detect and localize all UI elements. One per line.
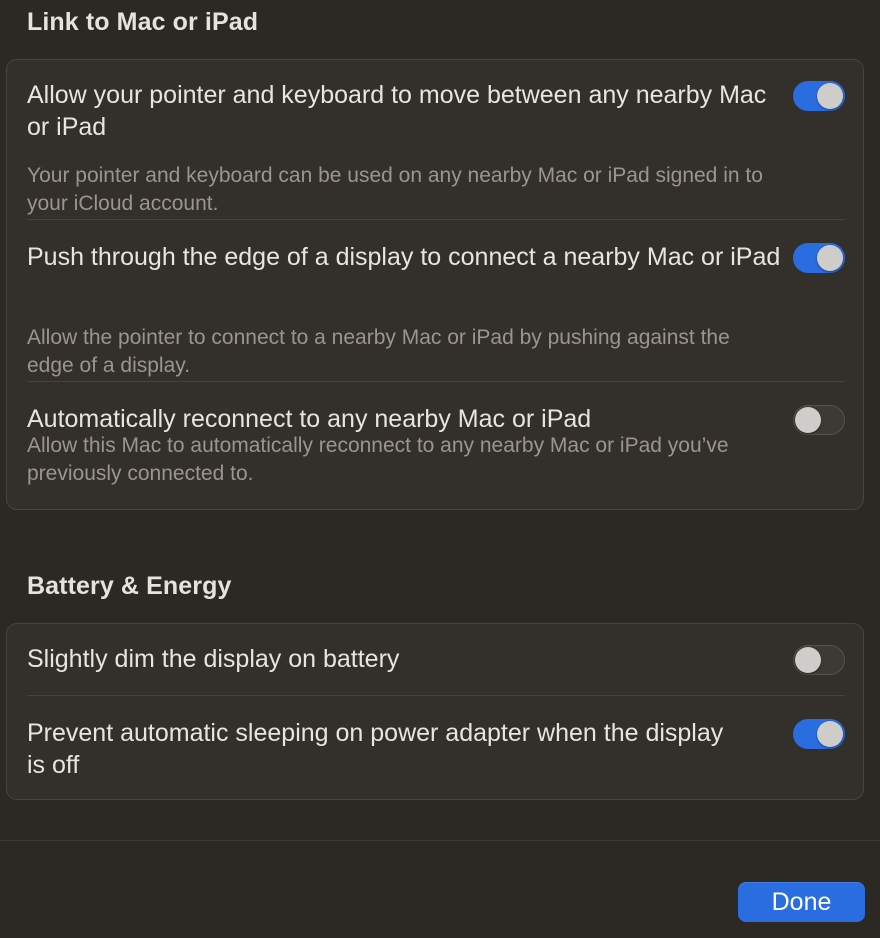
setting-title: Push through the edge of a display to connect a nearby Mac or iPad xyxy=(27,243,781,271)
link-section-title: Link to Mac or iPad xyxy=(27,8,259,36)
dim-display-toggle[interactable] xyxy=(793,645,845,675)
pointer-keyboard-toggle[interactable] xyxy=(793,81,845,111)
setting-row-dim-display xyxy=(27,643,845,679)
push-through-edge-toggle[interactable] xyxy=(793,243,845,273)
toggle-knob xyxy=(817,83,843,109)
link-section-group xyxy=(6,59,864,510)
row-divider xyxy=(27,219,845,220)
toggle-knob xyxy=(817,245,843,271)
setting-row-pointer-keyboard xyxy=(27,79,845,219)
setting-row-auto-reconnect xyxy=(27,403,845,503)
setting-title: Slightly dim the display on battery xyxy=(27,645,400,673)
setting-description: Allow this Mac to automatically reconnect to any nearby Mac or iPad you’ve previously connected to. xyxy=(27,434,729,485)
toggle-knob xyxy=(795,407,821,433)
battery-section-title: Battery & Energy xyxy=(27,572,232,600)
setting-title: Automatically reconnect to any nearby Mac or iPad xyxy=(27,405,592,433)
setting-description: Allow the pointer to connect to a nearby Mac or iPad by pushing against the edge of a display. xyxy=(27,326,730,377)
setting-row-push-through-edge xyxy=(27,241,845,381)
setting-row-prevent-sleep xyxy=(27,717,845,787)
footer-divider xyxy=(0,840,880,841)
setting-title: Prevent automatic sleeping on power adapter when the display is off xyxy=(27,719,724,779)
setting-title: Allow your pointer and keyboard to move between any nearby Mac or iPad xyxy=(27,81,767,141)
toggle-knob xyxy=(795,647,821,673)
done-button[interactable]: Done xyxy=(738,882,865,922)
row-divider xyxy=(27,695,845,696)
toggle-knob xyxy=(817,721,843,747)
prevent-sleep-toggle[interactable] xyxy=(793,719,845,749)
row-divider xyxy=(27,381,845,382)
battery-section-group xyxy=(6,623,864,800)
setting-description: Your pointer and keyboard can be used on any nearby Mac or iPad signed in to your iCloud account. xyxy=(27,164,763,215)
auto-reconnect-toggle[interactable] xyxy=(793,405,845,435)
